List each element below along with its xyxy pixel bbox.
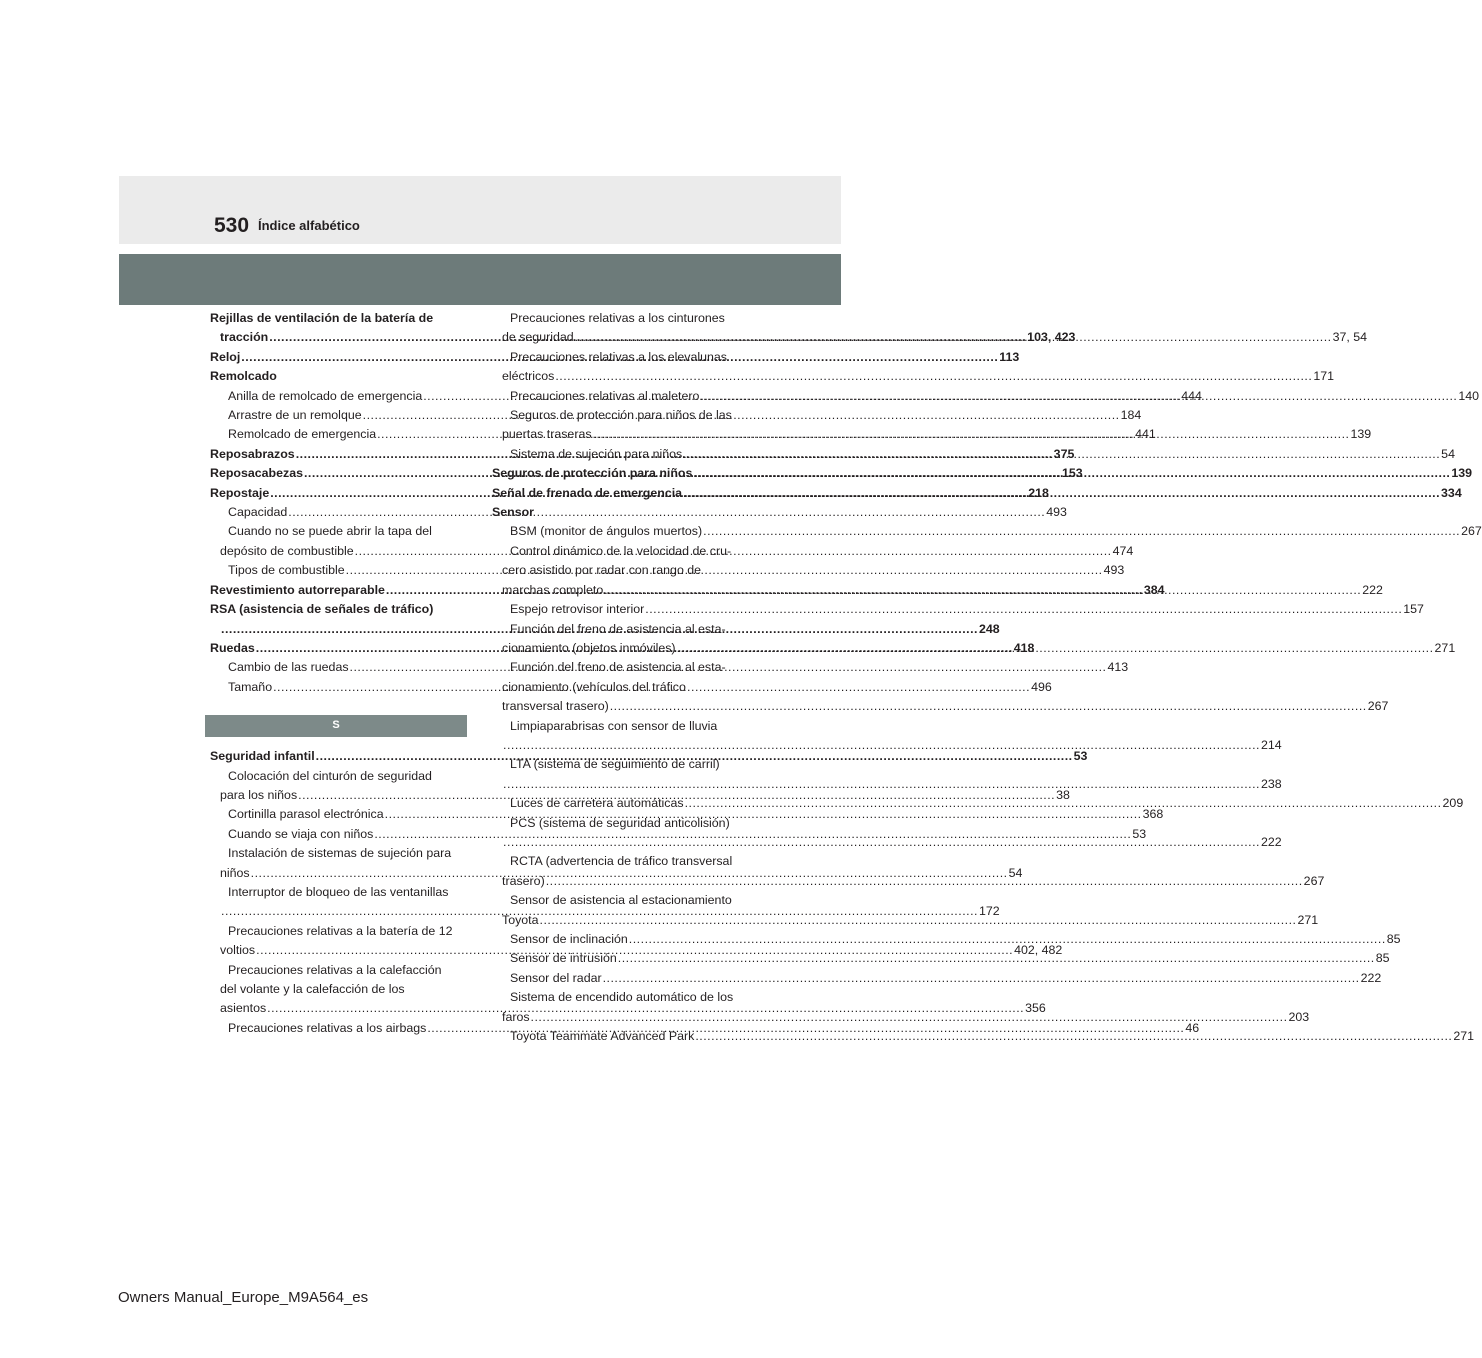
- entry-text: voltios: [220, 943, 256, 958]
- entry-page: 267: [1461, 524, 1482, 539]
- dot-leader: [503, 775, 1260, 794]
- entry-text: Seguros de protección para niños de las: [510, 408, 732, 423]
- dot-leader: [540, 911, 1297, 930]
- entry-text: Seguridad infantil: [210, 749, 315, 764]
- entry-text: Sensor: [492, 505, 535, 520]
- dot-leader: [618, 949, 1375, 968]
- index-entry: [210, 309, 462, 328]
- entry-text: puertas traseras: [502, 427, 592, 442]
- entry-text: PCS (sistema de seguridad anticolisión): [510, 815, 730, 830]
- index-subentry: [492, 775, 1282, 794]
- entry-text: Rejillas de ventilación de la batería de: [210, 311, 434, 325]
- entry-page: 248: [978, 621, 1000, 636]
- entry-page: 493: [1103, 563, 1125, 578]
- entry-text: Cortinilla parasol electrónica: [228, 807, 384, 822]
- entry-text: depósito de combustible: [220, 543, 354, 558]
- entry-page: 140: [1458, 388, 1480, 403]
- index-entry: [210, 600, 462, 619]
- entry-text: Precauciones relativas al maletero: [510, 388, 700, 403]
- dot-leader: [677, 639, 1434, 658]
- entry-text: asientos: [220, 1001, 267, 1016]
- index-subentry: [210, 844, 462, 863]
- letter-heading-s: S: [205, 715, 467, 737]
- entry-text: Sensor de inclinación: [510, 932, 628, 946]
- entry-text: Cambio de las ruedas: [228, 660, 349, 675]
- entry-page: 209: [1442, 796, 1464, 811]
- entry-page: 171: [1313, 369, 1334, 384]
- dot-leader: [593, 425, 1350, 444]
- entry-page: 53: [1073, 749, 1088, 764]
- entry-page: 214: [1260, 737, 1282, 752]
- entry-text: Sensor de asistencia al estacionamiento: [510, 893, 732, 908]
- entry-text: trasero): [502, 873, 545, 888]
- entry-text: transversal trasero): [502, 699, 609, 714]
- dot-leader: [629, 930, 1386, 949]
- section-band: [119, 254, 841, 305]
- entry-text: Remolcado de emergencia: [228, 427, 377, 442]
- entry-text: Precauciones relativas a los airbags: [228, 1020, 427, 1035]
- entry-page: 184: [1120, 408, 1142, 423]
- entry-page: 139: [1350, 427, 1372, 442]
- entry-page: 271: [1434, 640, 1456, 655]
- entry-page: 139: [1451, 466, 1473, 481]
- dot-leader: [555, 367, 1312, 386]
- entry-page: 222: [1362, 582, 1383, 597]
- entry-page: 238: [1260, 776, 1282, 791]
- entry-text: Tipos de combustible: [228, 563, 345, 578]
- entry-page: 368: [1142, 807, 1164, 822]
- entry-page: 444: [1181, 388, 1202, 403]
- entry-page: 172: [978, 904, 1000, 919]
- index-subentry: [492, 736, 1282, 755]
- entry-text: eléctricos: [502, 369, 555, 384]
- dot-leader: [503, 736, 1260, 755]
- entry-page: 413: [1107, 660, 1129, 675]
- entry-page: 402, 482: [1014, 943, 1063, 958]
- index-subentry: [492, 852, 742, 871]
- entry-text: Arrastre de un remolque: [228, 408, 362, 423]
- entry-page: 493: [1046, 505, 1067, 520]
- entry-page: 375: [1053, 446, 1075, 461]
- entry-text: marchas completo: [502, 582, 604, 597]
- entry-page: 85: [1375, 951, 1390, 966]
- entry-text: Interruptor de bloqueo de las ventanillas: [228, 884, 449, 899]
- entry-text: Sistema de sujeción para niños: [510, 446, 683, 461]
- entry-text: Sistema de encendido automático de los: [510, 990, 734, 1005]
- index-subentry: [492, 367, 1334, 386]
- index-subentry: [492, 891, 742, 910]
- entry-text: Cuando se viaja con niños: [228, 826, 374, 841]
- index-subentry: [492, 930, 1401, 949]
- dot-leader: [695, 1027, 1452, 1046]
- entry-text: Sensor del radar: [510, 970, 602, 985]
- dot-leader: [575, 328, 1332, 347]
- entry-page: 441: [1135, 427, 1156, 442]
- entry-page: 113: [999, 349, 1020, 364]
- entry-text: RCTA (advertencia de tráfico transversal: [510, 854, 733, 869]
- entry-page: 54: [1008, 865, 1023, 880]
- entry-text: faros: [502, 1009, 530, 1024]
- index-subentry: [492, 561, 742, 580]
- entry-text: Señal de frenado de emergencia: [492, 485, 683, 500]
- entry-text: Revestimiento autorreparable: [210, 582, 385, 597]
- footer-document-id: Owners Manual_Europe_M9A564_es: [118, 1289, 369, 1306]
- dot-leader: [503, 833, 1260, 852]
- index-subentry: [210, 883, 462, 902]
- entry-page: 85: [1386, 932, 1401, 946]
- entry-text: Ruedas: [210, 640, 255, 655]
- entry-text: Función del freno de asistencia al esta-: [510, 621, 726, 636]
- entry-text: niños: [220, 865, 250, 880]
- index-subentry: [492, 697, 1389, 716]
- dot-leader: [546, 872, 1303, 891]
- entry-text: BSM (monitor de ángulos muertos): [510, 524, 703, 539]
- entry-text: Precauciones relativas a los cinturones: [510, 311, 725, 325]
- page-number: 530: [214, 214, 250, 237]
- entry-page: 218: [1028, 485, 1049, 500]
- index-subentry: [492, 406, 742, 425]
- entry-text: Precauciones relativas a la calefacción: [228, 962, 442, 977]
- entry-text: Luces de carretera automáticas: [510, 796, 684, 811]
- entry-page: 474: [1112, 543, 1134, 558]
- index-subentry: [492, 600, 1424, 619]
- spacer: [210, 697, 462, 715]
- dot-leader: [610, 697, 1367, 716]
- entry-page: 267: [1367, 699, 1389, 714]
- dot-leader: [604, 581, 1361, 600]
- index-subentry: [492, 522, 1482, 541]
- entry-page: 203: [1288, 1009, 1310, 1024]
- entry-page: 54: [1441, 446, 1455, 461]
- entry-page: 356: [1025, 1001, 1046, 1016]
- entry-text: Toyota Teammate Advanced Park: [510, 1029, 695, 1044]
- entry-text: Cuando no se puede abrir la tapa del: [228, 524, 432, 539]
- index-subentry: [210, 522, 462, 541]
- entry-text: Anilla de remolcado de emergencia: [228, 388, 423, 403]
- index-entry: [210, 367, 462, 386]
- index-subentry: [492, 658, 742, 677]
- dot-leader: [693, 464, 1450, 483]
- entry-text: Colocación del cinturón de seguridad: [228, 768, 432, 783]
- index-subentry: [210, 767, 462, 786]
- entry-text: Precauciones relativas a los elevalunas: [510, 349, 727, 364]
- entry-text: Toyota: [502, 912, 539, 927]
- index-subentry: [492, 988, 742, 1007]
- index-subentry: [210, 980, 462, 999]
- entry-page: 38: [1056, 787, 1070, 802]
- index-subentry: [492, 620, 742, 639]
- entry-text: Función del freno de asistencia al esta-: [510, 660, 726, 675]
- entry-page: 334: [1441, 485, 1462, 500]
- index-entry: [492, 503, 742, 522]
- dot-leader: [703, 522, 1460, 541]
- index-subentry: [210, 825, 1147, 844]
- entry-page: 46: [1185, 1020, 1200, 1035]
- entry-text: Tamaño: [228, 679, 273, 694]
- index-subentry: [492, 969, 1382, 988]
- index-subentry: [492, 814, 742, 833]
- entry-page: 53: [1132, 826, 1147, 841]
- entry-text: Reposacabezas: [210, 466, 303, 481]
- dot-leader: [683, 484, 1440, 503]
- entry-page: 37, 54: [1332, 330, 1368, 345]
- index-subentry: [210, 922, 462, 941]
- entry-page: 267: [1303, 873, 1325, 888]
- entry-page: 103, 423: [1027, 330, 1076, 345]
- entry-page: 222: [1260, 834, 1282, 849]
- index-subentry: [210, 961, 462, 980]
- entry-text: Limpiaparabrisas con sensor de lluvia: [510, 718, 718, 733]
- index-subentry: [492, 542, 742, 561]
- section-title: Índice alfabético: [258, 218, 360, 233]
- entry-text: Instalación de sistemas de sujeción para: [228, 846, 452, 861]
- entry-text: del volante y la calefacción de los: [220, 982, 405, 996]
- entry-text: cionamiento (vehículos del tráfico: [502, 679, 686, 694]
- entry-text: RSA (asistencia de señales de tráfico): [210, 602, 434, 617]
- entry-page: 157: [1403, 602, 1424, 617]
- dot-leader: [685, 794, 1442, 813]
- dot-leader: [603, 969, 1360, 988]
- dot-leader: [683, 445, 1440, 464]
- entry-text: Precauciones relativas a la batería de 12: [228, 923, 453, 938]
- entry-text: Reposabrazos: [210, 446, 295, 461]
- entry-text: Remolcado: [210, 369, 277, 384]
- entry-page: 496: [1031, 679, 1052, 694]
- entry-text: Repostaje: [210, 485, 270, 500]
- dot-leader: [645, 600, 1402, 619]
- entry-text: cionamiento (objetos inmóviles): [502, 640, 676, 655]
- index-subentry: [492, 717, 742, 736]
- entry-text: para los niños: [220, 787, 298, 802]
- entry-page: 418: [1013, 640, 1035, 655]
- index-subentry: [492, 678, 742, 697]
- entry-text: Espejo retrovisor interior: [510, 602, 645, 617]
- entry-text: cero asistido por radar con rango de: [502, 563, 702, 578]
- entry-text: Capacidad: [228, 505, 288, 520]
- entry-text: Control dinámico de la velocidad de cru-: [510, 543, 732, 558]
- entry-text: Reloj: [210, 349, 241, 364]
- index-subentry: [492, 755, 742, 774]
- entry-page: 271: [1453, 1029, 1475, 1044]
- entry-text: LTA (sistema de seguimiento de carril): [510, 757, 720, 772]
- dot-leader: [531, 1008, 1288, 1027]
- entry-page: 153: [1061, 466, 1083, 481]
- entry-page: 384: [1143, 582, 1165, 597]
- index-subentry: [492, 309, 742, 328]
- entry-text: tracción: [220, 330, 269, 345]
- entry-text: Seguros de protección para niños: [492, 466, 693, 481]
- dot-leader: [700, 387, 1457, 406]
- entry-page: 222: [1360, 970, 1382, 985]
- index-subentry: [492, 348, 742, 367]
- entry-text: Sensor de intrusión: [510, 951, 617, 966]
- entry-page: 271: [1297, 912, 1319, 927]
- entry-text: de seguridad: [502, 330, 574, 345]
